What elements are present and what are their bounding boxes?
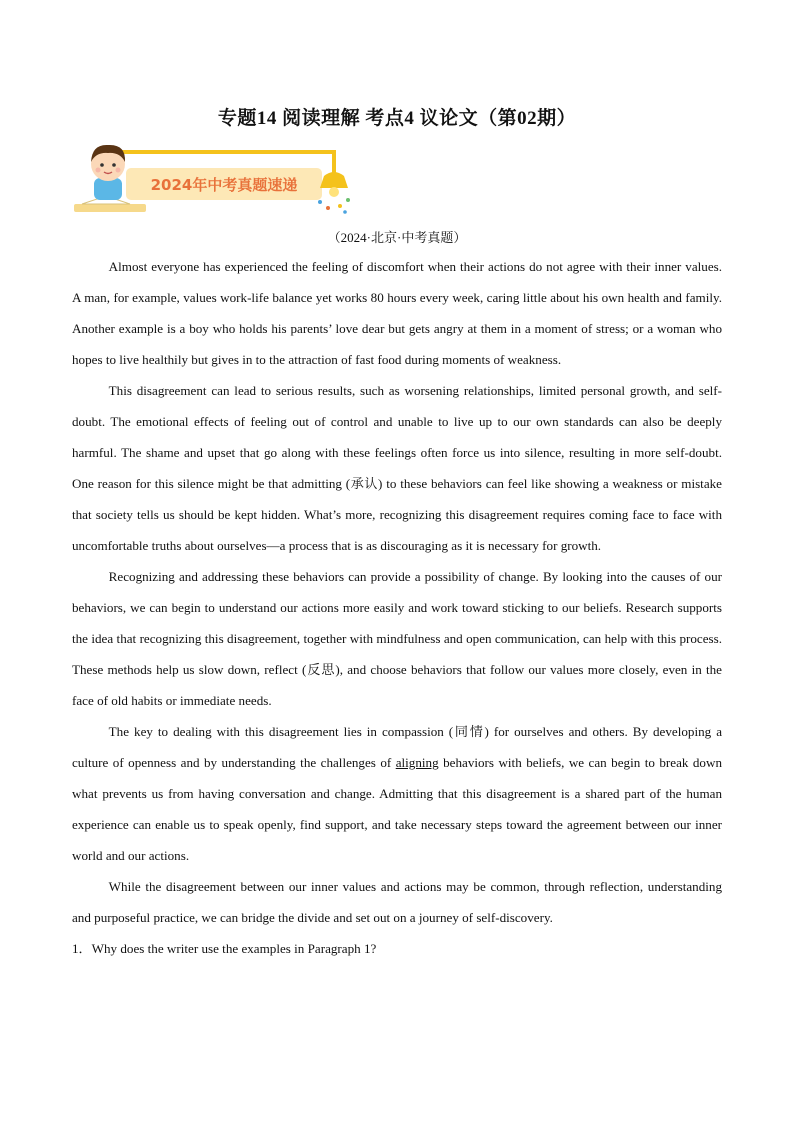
- paragraph-4: [72, 716, 722, 871]
- paragraph-4-part-1: The key to dealing with this disagreement lies in compassion (同情) for ourselves and others. By developing a culture of openness and by understanding the challenges of: [72, 724, 722, 770]
- document-title: 专题14 阅读理解 考点4 议论文（第02期）: [217, 108, 577, 129]
- lamp-icon: [318, 172, 350, 214]
- paragraph-1: Almost everyone has experienced the feeling of discomfort when their actions do not agree with their inner values. A man, for example, values work-life balance yet works 80 hours every week, caring little about his own health and family. Another example is a boy who holds his parents’ love dear but gets angry at them in a moment of stress; or a woman who hopes to live healthily but gives in to the attraction of fast food during moments of weakness.: [72, 259, 722, 367]
- article-body: [72, 251, 722, 964]
- paragraph-2: This disagreement can lead to serious results, such as worsening relationships, limited personal growth, and self-doubt. The emotional effects of feeling out of control and unable to live up to our own standards can also be deeply harmful. The shame and upset that go along with these feelings often force us into silence, resulting in more self-doubt. One reason for this silence might be that admitting (承认) to these behaviors can feel like showing a weakness or mistake that society tells us should be kept hidden. What’s more, recognizing this disagreement requires coming face to face with uncomfortable truths about ourselves—a process that is as discouraging as it is necessary for growth.: [72, 383, 722, 553]
- underlined-word: aligning: [395, 755, 439, 770]
- paragraph-4-part-2: behaviors with beliefs, we can begin to break down what prevents us from having conversation and change. Admitting that this disagreement is a shared part of the human experience can enable us to speak openly, find support, and take necessary steps toward the agreement between our inner world and our actions.: [72, 755, 722, 863]
- paragraph-3: Recognizing and addressing these behaviors can provide a possibility of change. By looking into the causes of our behaviors, we can begin to understand our actions more easily and work toward sticking to our beliefs. Research supports the idea that recognizing this disagreement, together with mindfulness and open communication, can help with this process. These methods help us slow down, reflect (反思), and choose behaviors that follow our values more closely, even in the face of old habits or immediate needs.: [72, 569, 722, 708]
- source-citation: （2024·北京·中考真题）: [327, 230, 467, 245]
- question-1: 1．Why does the writer use the examples in Paragraph 1?: [72, 941, 377, 956]
- paragraph-5: While the disagreement between our inner values and actions may be common, through reflection, understanding and purposeful practice, we can bridge the divide and set out on a journey of self-discovery.: [72, 879, 722, 925]
- section-banner: [72, 138, 362, 220]
- banner-label: 2024年中考真题速递: [150, 176, 298, 194]
